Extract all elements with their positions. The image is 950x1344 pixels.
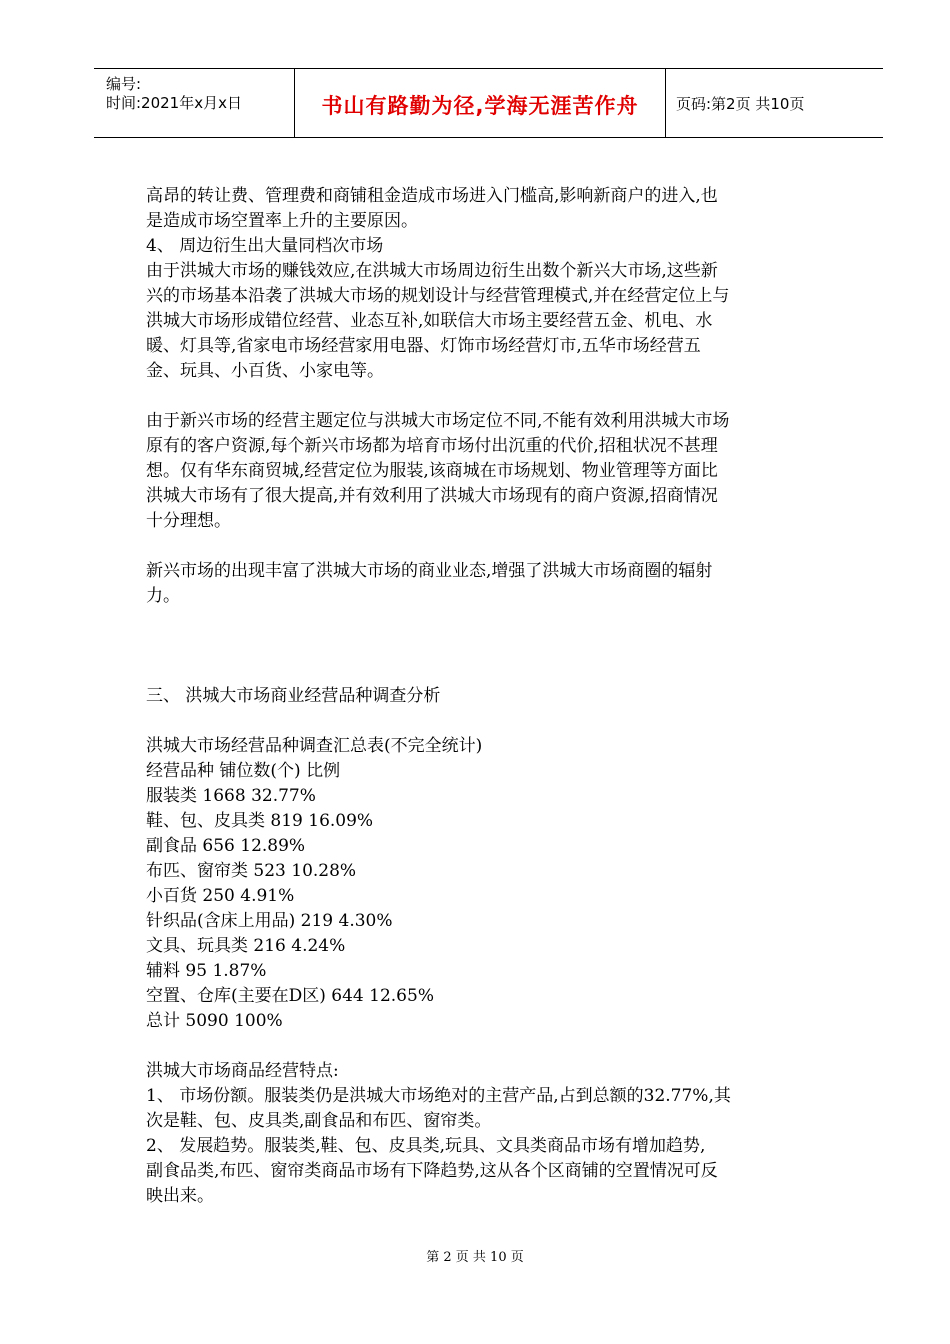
table-row: 辅料 95 1.87%: [146, 961, 267, 981]
body-line: 是造成市场空置率上升的主要原因。: [146, 211, 418, 231]
page-footer: 第 2 页 共 10 页: [426, 1250, 524, 1265]
section-heading: 三、 洪城大市场商业经营品种调查分析: [146, 686, 441, 706]
header-page-cell: [666, 69, 883, 137]
header-meta-cell: [94, 69, 294, 137]
time-label: 时间:2021年x月x日: [106, 94, 242, 112]
body-line: 金、玩具、小百货、小家电等。: [146, 361, 384, 381]
table-row: 副食品 656 12.89%: [146, 836, 306, 856]
body-line: 十分理想。: [146, 511, 231, 531]
body-line: 洪城大市场有了很大提高,并有效利用了洪城大市场现有的商户资源,招商情况: [146, 486, 718, 506]
body-line: 洪城大市场商品经营特点:: [146, 1061, 339, 1081]
motto-text: 书山有路勤为径,学海无涯苦作舟: [321, 94, 639, 118]
body-line: 力。: [146, 586, 180, 606]
body-line: 副食品类,布匹、窗帘类商品市场有下降趋势,这从各个区商铺的空置情况可反: [146, 1161, 718, 1181]
body-line: 1、 市场份额。服装类仍是洪城大市场绝对的主营产品,占到总额的32.77%,其: [146, 1086, 731, 1106]
body-line: 2、 发展趋势。服装类,鞋、包、皮具类,玩具、文具类商品市场有增加趋势,: [146, 1136, 706, 1156]
page-header: [94, 68, 883, 138]
body-line: 洪城大市场形成错位经营、业态互补,如联信大市场主要经营五金、机电、水: [146, 311, 713, 331]
table-row: 布匹、窗帘类 523 10.28%: [146, 861, 357, 881]
body-line: 兴的市场基本沿袭了洪城大市场的规划设计与经营管理模式,并在经营定位上与: [146, 286, 730, 306]
table-row: 针织品(含床上用品) 219 4.30%: [146, 911, 393, 931]
table-row: 总计 5090 100%: [146, 1011, 283, 1031]
table-row: 文具、玩具类 216 4.24%: [146, 936, 346, 956]
body-line: 暖、灯具等,省家电市场经营家用电器、灯饰市场经营灯市,五华市场经营五: [146, 336, 701, 356]
table-row: 服装类 1668 32.77%: [146, 786, 316, 806]
body-line: 高昂的转让费、管理费和商铺租金造成市场进入门槛高,影响新商户的进入,也: [146, 186, 718, 206]
table-header: 经营品种 铺位数(个) 比例: [146, 761, 341, 781]
table-row: 小百货 250 4.91%: [146, 886, 295, 906]
body-line: 原有的客户资源,每个新兴市场都为培育市场付出沉重的代价,招租状况不甚理: [146, 436, 718, 456]
body-line: 新兴市场的出现丰富了洪城大市场的商业业态,增强了洪城大市场商圈的辐射: [146, 561, 713, 581]
table-title: 洪城大市场经营品种调查汇总表(不完全统计): [146, 736, 483, 756]
serial-label: 编号:: [106, 75, 142, 93]
page-info: 页码:第2页 共10页: [676, 95, 805, 113]
body-line: 由于新兴市场的经营主题定位与洪城大市场定位不同,不能有效利用洪城大市场: [146, 411, 730, 431]
body-line: 次是鞋、包、皮具类,副食品和布匹、窗帘类。: [146, 1111, 492, 1131]
body-line: 由于洪城大市场的赚钱效应,在洪城大市场周边衍生出数个新兴大市场,这些新: [146, 261, 718, 281]
body-line: 映出来。: [146, 1186, 214, 1206]
table-row: 空置、仓库(主要在D区) 644 12.65%: [146, 986, 434, 1006]
body-line: 想。仅有华东商贸城,经营定位为服装,该商城在市场规划、物业管理等方面比: [146, 461, 718, 481]
table-row: 鞋、包、皮具类 819 16.09%: [146, 811, 374, 831]
header-motto-cell: [294, 69, 666, 137]
section-heading: 4、 周边衍生出大量同档次市场: [146, 236, 384, 256]
